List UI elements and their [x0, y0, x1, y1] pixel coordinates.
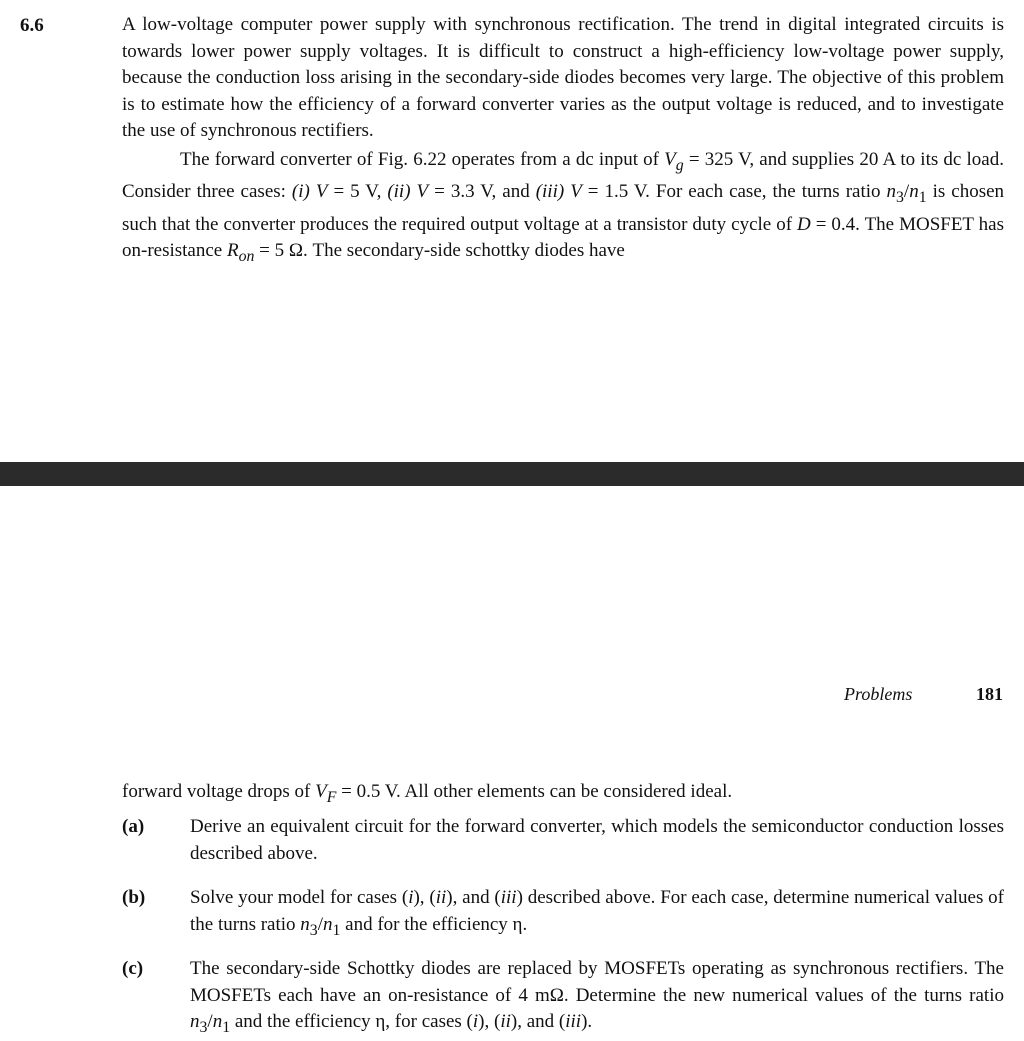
part-text: Derive an equivalent circuit for the forward converter, which models the semiconductor conduction losses described above.	[190, 816, 1004, 864]
continuation-paragraph: forward voltage drops of $V_F = 0.5$ V. All other elements can be considered ideal.	[122, 781, 733, 806]
problem-intro-paragraph: A low-voltage computer power supply with synchronous rectification. The trend in digital integrated circuits is towards lower power supply voltages. It is difficult to construct a high-efficiency low-voltage power supply, because the conduction loss arising in the secondary-side diodes becomes very large. The objective of this problem is to estimate how the efficiency of a forward converter varies as the output voltage is reduced, and to investigate the use of synchronous rectifiers.	[122, 14, 1004, 141]
part-label: (b)	[122, 887, 146, 908]
upper-page	[0, 0, 1024, 462]
part-label: (a)	[122, 816, 145, 837]
part-label: (c)	[122, 958, 144, 979]
page-number: 181	[976, 684, 1003, 704]
problem-spec-paragraph: The forward converter of Fig. 6.22 operates from a dc input of $V_g = 325$ V, and supplies 20 A to its dc load. Consider three cases: (i) V = 5 V, (ii) V = 3.3 V, and (iii) V = 1.5 V. For each case, the turns ratio $n_3/n_1$ is chosen such that the converter produces the required output voltage at a transistor duty cycle of D = 0.4. The MOSFET has on-resistance $R_{on} = 5$ Ω. The secondary-side schottky diodes have	[122, 149, 1005, 265]
page-separator	[0, 462, 1024, 486]
case-label: (iii)	[535, 181, 565, 203]
problem-number: 6.6	[20, 15, 44, 36]
lower-page	[0, 486, 1024, 1036]
symbol-vg: V	[664, 149, 676, 170]
case-label: (ii)	[387, 181, 411, 203]
running-head-title: Problems	[844, 684, 913, 704]
part-text: The secondary-side Schottky diodes are replaced by MOSFETs operating as synchronous rectifiers. The MOSFETs each have an on-resistance of 4 mΩ. Determine the new numerical values of the turns ratio $n_3/n_1$ and the efficiency η, for cases (i), (ii), and (iii).	[190, 958, 1004, 1036]
part-text: Solve your model for cases (i), (ii), and (iii) described above. For each case, determine numerical values of the turns ratio $n_3/n_1$ and for the efficiency η.	[190, 887, 1004, 939]
case-label: (i)	[291, 181, 310, 203]
